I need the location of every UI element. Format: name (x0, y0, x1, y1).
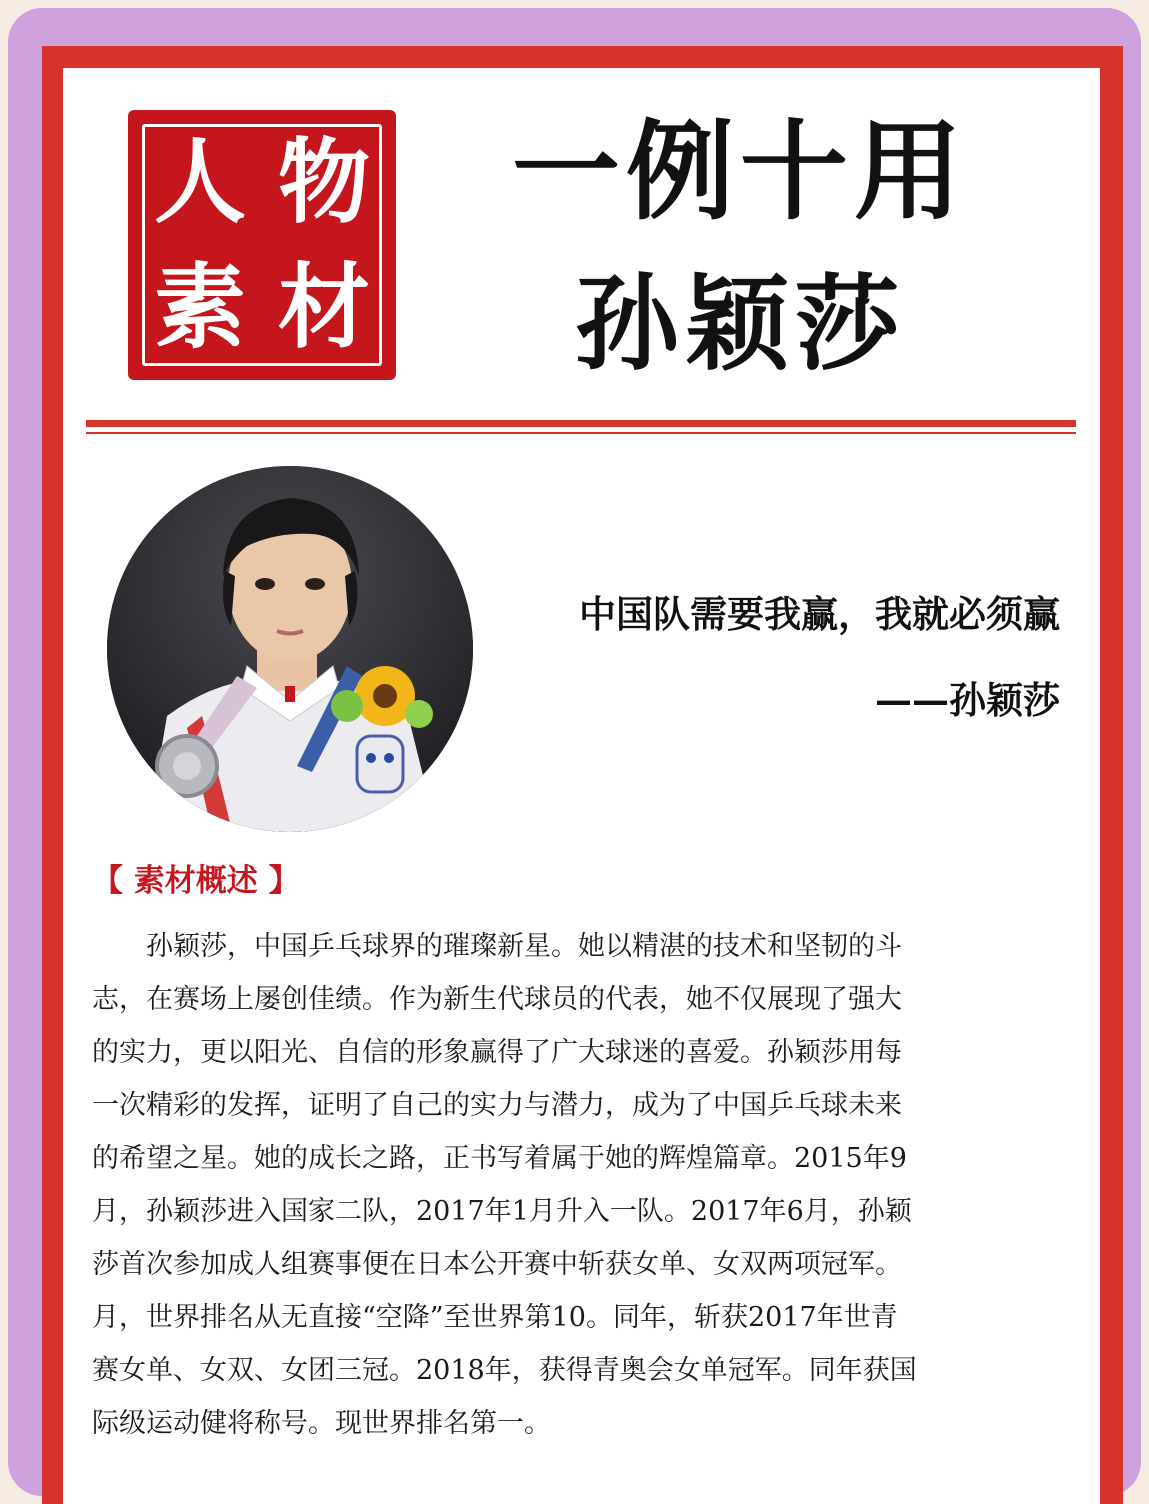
divider-thin (86, 432, 1076, 434)
body-line: 孙颖莎，中国乒乓球界的璀璨新星。她以精湛的技术和坚韧的斗 (92, 931, 902, 962)
portrait-photo (107, 466, 473, 832)
body-line: 赛女单、女双、女团三冠。2018年，获得青奥会女单冠军。同年获国 (92, 1355, 917, 1386)
athlete-portrait-image (107, 466, 473, 832)
seal-char: 材 (277, 253, 370, 361)
body-line: 一次精彩的发挥，证明了自己的实力与潜力，成为了中国乒乓球未来 (92, 1090, 902, 1121)
body-line: 的实力，更以阳光、自信的形象赢得了广大球迷的喜爱。孙颖莎用每 (92, 1037, 902, 1068)
body-line: 志，在赛场上屡创佳绩。作为新生代球员的代表，她不仅展现了强大 (92, 984, 902, 1015)
section-body (92, 920, 1072, 1450)
body-line: 际级运动健将称号。现世界排名第一。 (92, 1408, 551, 1439)
body-line: 的希望之星。她的成长之路，正书写着属于她的辉煌篇章。2015年9 (92, 1143, 907, 1174)
section-heading: 【 素材概述 】 (92, 863, 300, 899)
quote-author: ——孙颖莎 (875, 678, 1060, 722)
seal-char: 人 (153, 128, 246, 236)
seal-char: 素 (153, 253, 246, 361)
seal-grid (138, 120, 386, 370)
divider (86, 420, 1076, 427)
seal-char: 物 (277, 128, 370, 236)
body-line: 月，孙颖莎进入国家二队，2017年1月升入一队。2017年6月，孙颖 (92, 1196, 912, 1227)
body-line: 月，世界排名从无直接“空降”至世界第10。同年，斩获2017年世青 (92, 1302, 898, 1333)
seal-stamp (128, 110, 396, 380)
body-line: 莎首次参加成人组赛事便在日本公开赛中斩获女单、女双两项冠军。 (92, 1249, 902, 1280)
quote-text: 中国队需要我赢，我就必须赢 (579, 592, 1060, 636)
page-title: 一例十用 (511, 110, 968, 235)
page-subtitle: 孙颖莎 (574, 263, 905, 385)
